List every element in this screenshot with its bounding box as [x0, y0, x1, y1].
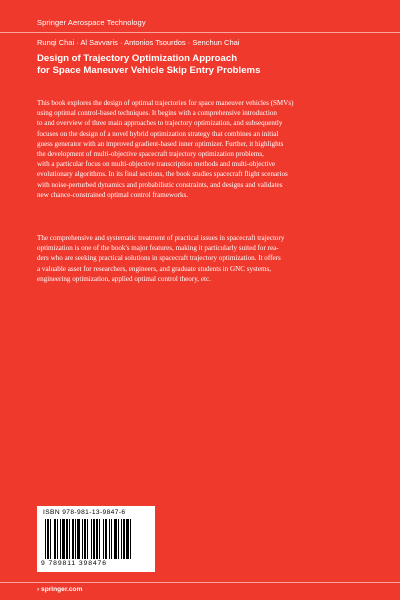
barcode-bar	[118, 519, 119, 559]
publisher-website: › springer.com	[37, 586, 83, 593]
barcode-bar	[77, 519, 80, 559]
barcode-bar	[123, 519, 125, 559]
title-line: for Space Maneuver Vehicle Skip Entry Problems	[37, 65, 261, 76]
text-line: The comprehensive and systematic treatment of practical issues in spacecraft trajectory	[37, 234, 285, 242]
text-line: a valuable asset for researchers, engineers, and graduate students in GNC systems,	[37, 264, 272, 273]
isbn-label: ISBN 978-981-13-9847-6	[43, 509, 126, 516]
text-line: optimization is one of the book's major features, making it particularly suited for rea-	[37, 244, 279, 253]
barcode-bar	[54, 519, 56, 559]
barcode-bar	[84, 519, 86, 559]
barcode-bar	[130, 519, 131, 559]
barcode-bar	[66, 519, 68, 559]
text-line: with a particular focus on multi-objective transcription methods and multi-objective	[37, 160, 276, 169]
text-line: This book explores the design of optimal trajectories for space maneuver vehicles (SMVs)	[37, 99, 294, 107]
barcode-bar	[50, 519, 51, 559]
barcode-bar	[126, 519, 129, 559]
description-paragraph-1	[37, 98, 368, 200]
barcode-bar	[87, 519, 88, 559]
text-line: ders who are seeking practical solutions in spacecraft trajectory optimization. It offers	[37, 254, 281, 263]
text-line: using optimal control-based techniques. It begins with a comprehensive introduction	[37, 109, 277, 118]
barcode-digits: 9 789811 398476	[41, 560, 107, 567]
barcode-bar	[121, 519, 122, 559]
barcode-bar	[93, 519, 95, 559]
barcode-bar	[82, 519, 83, 559]
bottom-rule	[0, 582, 400, 583]
authors-line: Runqi Chai · Al Savvaris · Antonios Tsourdos · Senchun Chai	[37, 38, 240, 47]
barcode-bar	[99, 519, 100, 559]
barcode-icon	[43, 519, 149, 559]
barcode-bar	[62, 519, 65, 559]
barcode-bar	[69, 519, 70, 559]
barcode-bar	[47, 519, 49, 559]
barcode-box	[37, 506, 155, 572]
text-line: guess generator with an improved gradient-based inner optimizer. Further, it highlights	[37, 139, 284, 148]
text-line: with noise-perturbed dynamics and probabilistic constraints, and designs and validates	[37, 180, 283, 189]
title-line: Design of Trajectory Optimization Approach	[37, 53, 238, 64]
barcode-bar	[114, 519, 117, 559]
barcode-bar	[45, 519, 46, 559]
barcode-bar	[109, 519, 110, 559]
barcode-bar	[75, 519, 76, 559]
series-name: Springer Aerospace Technology	[37, 18, 146, 27]
barcode-bar	[96, 519, 98, 559]
barcode-bar	[103, 519, 104, 559]
text-line: new chance-constrained optimal control frameworks.	[37, 190, 189, 199]
text-line: focuses on the design of a novel hybrid optimization strategy that combines an initial	[37, 129, 279, 138]
barcode-bar	[72, 519, 74, 559]
text-line: the development of multi-objective spacecraft trajectory optimization problems,	[37, 150, 264, 159]
barcode-bar	[60, 519, 61, 559]
text-line: engineering optimization, applied optimal control theory, etc.	[37, 274, 211, 283]
text-line: to and overview of three main approaches to trajectory optimization, and subsequently	[37, 119, 283, 128]
barcode-bar	[91, 519, 92, 559]
top-rule	[0, 32, 400, 33]
barcode-bar	[111, 519, 112, 559]
text-line: evolutionary algorithms. In its final sections, the book studies spacecraft flight scenarios	[37, 170, 288, 179]
barcode-bar	[105, 519, 107, 559]
book-title	[37, 53, 260, 77]
barcode-bar	[57, 519, 58, 559]
description-paragraph-2	[37, 233, 368, 284]
